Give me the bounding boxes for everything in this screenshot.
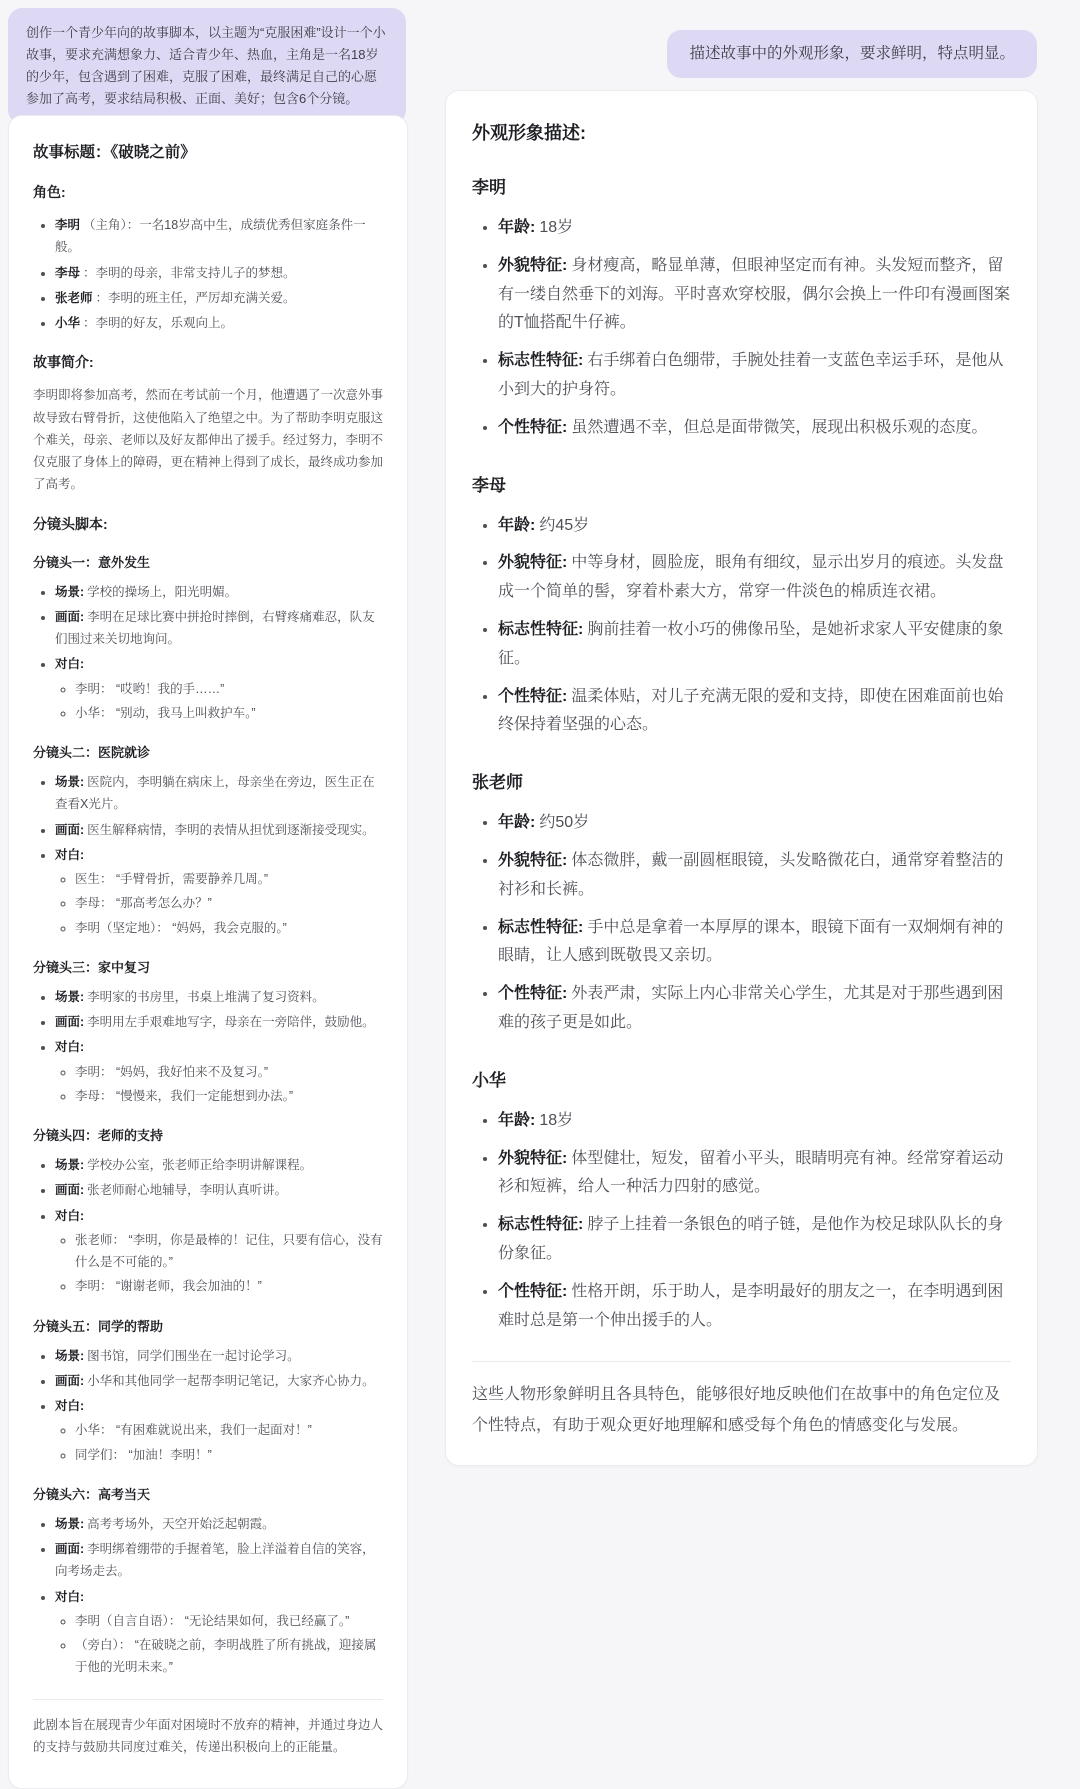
scene-dialog — [55, 844, 383, 939]
scene-details — [33, 1345, 383, 1466]
scene-label: 场景: — [55, 584, 85, 599]
trait-list — [472, 214, 1011, 443]
scene-title: 分镜头二：医院就诊 — [33, 745, 151, 760]
character-name: 张老师 — [472, 773, 523, 793]
user-message-story-prompt: 创作一个青少年向的故事脚本，以主题为“克服困难”设计一个小故事，要求充满想象力、适合青少年、热血，主角是一名18岁的少年，包含遇到了困难，克服了困难，最终满足自己的心愿参加了高考，要求结局积极、正面、美好；包含6个分镜。 — [8, 8, 406, 124]
dialog-line: ◦ 医生： “手臂骨折，需要静养几周。” — [75, 868, 383, 890]
dialog-line: ◦ 李明： “妈妈，我好怕来不及复习。” — [75, 1061, 383, 1083]
trait-item — [498, 616, 1011, 674]
story-footer-note: 此剧本旨在展现青少年面对困境时不放弃的精神，并通过身边人的支持与鼓励共同度过难关，传递出积极向上的正能量。 — [33, 1717, 384, 1754]
role-desc: ：李明的班主任，严厉却充满关爱。 — [95, 290, 296, 305]
scene-details — [33, 581, 383, 725]
trait-item — [498, 1278, 1011, 1336]
scene-frame — [55, 819, 383, 841]
scene-setting — [55, 1345, 383, 1367]
dialog-list — [55, 1610, 383, 1679]
scene-details — [33, 986, 383, 1107]
appearance-footer-note: 这些人物形象鲜明且各具特色，能够很好地反映他们在故事中的角色定位及个性特点，有助于观众更好地理解和感受每个角色的情感变化与发展。 — [472, 1386, 1001, 1434]
frame-text: 小华和其他同学一起帮李明记笔记，大家齐心协力。 — [87, 1373, 375, 1388]
dialog-label: 对白: — [55, 847, 85, 862]
trait-item — [498, 1211, 1011, 1269]
scene-dialog — [55, 1205, 383, 1298]
story-footer-divider — [33, 1699, 383, 1700]
frame-text: 李明用左手艰难地写字，母亲在一旁陪伴，鼓励他。 — [87, 1015, 375, 1029]
dialog-line: ◦ （旁白）： “在破晓之前，李明战胜了所有挑战，迎接属于他的光明未来。” — [75, 1634, 383, 1679]
frame-label: 画面: — [55, 822, 85, 837]
synopsis-heading: 故事简介: — [33, 354, 94, 371]
scene-dialog — [55, 1586, 383, 1679]
scene-setting — [55, 1154, 383, 1176]
appearance-card — [445, 90, 1038, 1466]
trait-label: 个性特征: — [498, 687, 568, 705]
trait-label: 个性特征: — [498, 985, 568, 1003]
dialog-label: 对白: — [55, 1208, 85, 1223]
trait-list — [472, 1107, 1011, 1336]
trait-label: 标志性特征: — [498, 352, 584, 370]
scene-text: 医院内，李明躺在病床上，母亲坐在旁边，医生正在查看X光片。 — [55, 775, 375, 812]
role-desc: （主角）：一名18岁高中生，成绩优秀但家庭条件一般。 — [55, 218, 366, 255]
role-item — [55, 214, 383, 259]
role-name: 小华 — [55, 316, 81, 330]
trait-item — [498, 847, 1011, 905]
trait-item — [498, 347, 1011, 405]
trait-list — [472, 512, 1011, 741]
trait-label: 年龄: — [498, 219, 536, 236]
role-item — [55, 312, 383, 334]
trait-text: 约50岁 — [539, 814, 590, 832]
scene-label: 场景: — [55, 1158, 85, 1172]
frame-text: 李明在足球比赛中拼抢时摔倒，右臂疼痛难忍，队友们围过来关切地询问。 — [55, 609, 375, 646]
scene-label: 场景: — [55, 1516, 85, 1531]
trait-item — [498, 414, 1011, 443]
appearance-footer-divider — [472, 1361, 1011, 1362]
scene-text: 学校的操场上，阳光明媚。 — [87, 584, 238, 599]
trait-label: 外貌特征: — [498, 851, 568, 869]
scene-frame — [55, 1011, 383, 1033]
scene-details — [33, 1513, 383, 1679]
trait-text: 外表严肃，实际上内心非常关心学生，尤其是对于那些遇到困难的孩子更是如此。 — [498, 985, 1004, 1031]
dialog-line: ◦ 李母： “慢慢来，我们一定能想到办法。” — [75, 1085, 383, 1107]
role-item — [55, 287, 383, 309]
role-desc: ：李明的好友，乐观向上。 — [83, 316, 234, 330]
trait-item — [498, 252, 1011, 338]
trait-text: 18岁 — [539, 1111, 574, 1129]
scene-dialog — [55, 1036, 383, 1107]
scene-details — [33, 1154, 383, 1298]
trait-item — [498, 214, 1011, 243]
dialog-line: ◦ 同学们： “加油！李明！” — [75, 1444, 383, 1466]
scene-label: 场景: — [55, 989, 85, 1004]
character-name: 李明 — [472, 178, 506, 197]
scene-dialog — [55, 1395, 383, 1466]
frame-label: 画面: — [55, 1542, 85, 1556]
synopsis-text: 李明即将参加高考，然而在考试前一个月，他遭遇了一次意外事故导致右臂骨折，这使他陷入了绝望之中。为了帮助李明克服这个难关，母亲、老师以及好友都伸出了援手。经过努力，李明不仅克服了身体上的障碍，更在精神上得到了成长，最终成功参加了高考。 — [33, 388, 384, 492]
dialog-line: ◦ 小华： “有困难就说出来，我们一起面对！” — [75, 1419, 383, 1441]
role-name: 张老师 — [55, 290, 93, 305]
role-item — [55, 262, 383, 284]
dialog-label: 对白: — [55, 1399, 85, 1413]
scene-label: 场景: — [55, 1348, 85, 1363]
role-name: 李母 — [55, 265, 81, 280]
trait-text: 右手绑着白色绷带，手腕处挂着一支蓝色幸运手环，是他从小到大的护身符。 — [498, 352, 1004, 398]
character-name: 李母 — [472, 475, 506, 495]
trait-text: 中等身材，圆脸庞，眼角有细纹，显示出岁月的痕迹。头发盘成一个简单的髻，穿着朴素大方，常穿一件淡色的棉质连衣裙。 — [498, 554, 1004, 601]
scene-title: 分镜头一：意外发生 — [33, 554, 151, 570]
scene-text: 图书馆，同学们围坐在一起讨论学习。 — [87, 1348, 300, 1363]
character-name: 小华 — [472, 1070, 506, 1090]
trait-text: 身材瘦高，略显单薄，但眼神坚定而有神。头发短而整齐，留有一缕自然垂下的刘海。平时喜欢穿校服，偶尔会换上一件印有漫画图案的T恤搭配牛仔裤。 — [498, 256, 1011, 332]
frame-text: 医生解释病情，李明的表情从担忧到逐渐接受现实。 — [87, 822, 375, 837]
trait-label: 标志性特征: — [498, 1216, 584, 1234]
trait-text: 胸前挂着一枚小巧的佛像吊坠，是她祈求家人平安健康的象征。 — [498, 620, 1004, 667]
story-script-card — [8, 115, 408, 1789]
scene-setting — [55, 771, 383, 816]
frame-text: 李明绑着绷带的手握着笔，脸上洋溢着自信的笑容，向考场走去。 — [55, 1542, 375, 1579]
trait-label: 外貌特征: — [498, 256, 568, 274]
trait-label: 标志性特征: — [498, 620, 584, 638]
dialog-line: ◦ 李明： “哎哟！我的手……” — [75, 678, 383, 700]
trait-item — [498, 809, 1011, 838]
dialog-line: ◦ 小华： “别动，我马上叫救护车。” — [75, 702, 383, 724]
scene-setting — [55, 581, 383, 603]
dialog-list — [55, 678, 383, 725]
trait-item — [498, 683, 1011, 741]
trait-text: 虽然遭遇不幸，但总是面带微笑，展现出积极乐观的态度。 — [571, 418, 988, 436]
dialog-line: ◦ 李明： “谢谢老师，我会加油的！” — [75, 1275, 383, 1297]
dialog-line: ◦ 张老师： “李明，你是最棒的！记住，只要有信心，没有什么是不可能的。” — [75, 1229, 383, 1274]
frame-label: 画面: — [55, 1015, 85, 1029]
trait-text: 18岁 — [539, 219, 574, 236]
scene-frame — [55, 1538, 383, 1583]
user-message-appearance-prompt: 描述故事中的外观形象，要求鲜明，特点明显。 — [667, 30, 1037, 78]
scene-frame — [55, 1370, 383, 1392]
dialog-list — [55, 1419, 383, 1466]
scene-title: 分镜头四：老师的支持 — [33, 1128, 164, 1143]
scene-setting — [55, 1513, 383, 1535]
dialog-line: ◦ 李母： “那高考怎么办？” — [75, 892, 383, 914]
dialog-label: 对白: — [55, 1040, 85, 1055]
scene-text: 李明家的书房里，书桌上堆满了复习资料。 — [87, 989, 325, 1004]
trait-label: 个性特征: — [498, 418, 568, 436]
roles-list — [33, 214, 383, 334]
trait-label: 年龄: — [498, 1111, 536, 1129]
trait-text: 约45岁 — [539, 516, 590, 534]
roles-heading: 角色: — [33, 184, 66, 200]
scene-title: 分镜头五：同学的帮助 — [33, 1318, 164, 1334]
role-name: 李明 — [55, 218, 81, 232]
trait-list — [472, 809, 1011, 1038]
trait-item — [498, 1145, 1011, 1203]
scene-label: 场景: — [55, 775, 85, 789]
trait-label: 个性特征: — [498, 1282, 568, 1300]
trait-item — [498, 512, 1011, 541]
trait-label: 外貌特征: — [498, 554, 568, 572]
frame-label: 画面: — [55, 609, 85, 624]
story-title: 故事标题：《破晓之前》 — [33, 144, 196, 161]
scene-title: 分镜头三：家中复习 — [33, 959, 151, 975]
trait-label: 年龄: — [498, 814, 536, 832]
trait-label: 外貌特征: — [498, 1149, 568, 1167]
dialog-list — [55, 1229, 383, 1298]
trait-text: 体型健壮，短发，留着小平头，眼睛明亮有神。经常穿着运动衫和短裤，给人一种活力四射的感觉。 — [498, 1149, 1004, 1196]
trait-text: 手中总是拿着一本厚厚的课本，眼镜下面有一双炯炯有神的眼睛，让人感到既敬畏又亲切。 — [498, 918, 1004, 965]
scene-dialog — [55, 653, 383, 724]
dialog-label: 对白: — [55, 1589, 85, 1604]
scene-setting — [55, 986, 383, 1008]
dialog-line: ◦ 李明（自言自语）： “无论结果如何，我已经赢了。” — [75, 1610, 383, 1632]
trait-item — [498, 549, 1011, 607]
trait-label: 年龄: — [498, 516, 536, 534]
frame-label: 画面: — [55, 1373, 85, 1388]
trait-item — [498, 914, 1011, 972]
trait-text: 性格开朗，乐于助人，是李明最好的朋友之一，在李明遇到困难时总是第一个伸出援手的人。 — [498, 1282, 1004, 1329]
frame-text: 张老师耐心地辅导，李明认真听讲。 — [87, 1183, 288, 1198]
dialog-label: 对白: — [55, 657, 85, 672]
scene-title: 分镜头六：高考当天 — [33, 1486, 151, 1502]
storyboard-heading: 分镜头脚本: — [33, 515, 108, 532]
scene-frame — [55, 606, 383, 651]
scene-frame — [55, 1179, 383, 1201]
dialog-line: ◦ 李明（坚定地）： “妈妈，我会克服的。” — [75, 917, 383, 939]
trait-label: 标志性特征: — [498, 918, 584, 936]
scene-text: 高考考场外，天空开始泛起朝霞。 — [87, 1516, 275, 1531]
role-desc: ：李明的母亲，非常支持儿子的梦想。 — [83, 265, 296, 280]
trait-text: 温柔体贴，对儿子充满无限的爱和支持，即使在困难面前也始终保持着坚强的心态。 — [498, 687, 1004, 734]
appearance-title: 外观形象描述: — [472, 123, 586, 143]
scene-text: 学校办公室，张老师正给李明讲解课程。 — [87, 1158, 313, 1172]
trait-text: 脖子上挂着一条银色的哨子链，是他作为校足球队队长的身份象征。 — [498, 1216, 1004, 1262]
trait-item — [498, 980, 1011, 1038]
frame-label: 画面: — [55, 1183, 85, 1198]
scene-details — [33, 771, 383, 939]
dialog-list — [55, 1061, 383, 1108]
trait-item — [498, 1107, 1011, 1136]
trait-text: 体态微胖，戴一副圆框眼镜，头发略微花白，通常穿着整洁的衬衫和长裤。 — [498, 851, 1004, 898]
dialog-list — [55, 868, 383, 939]
